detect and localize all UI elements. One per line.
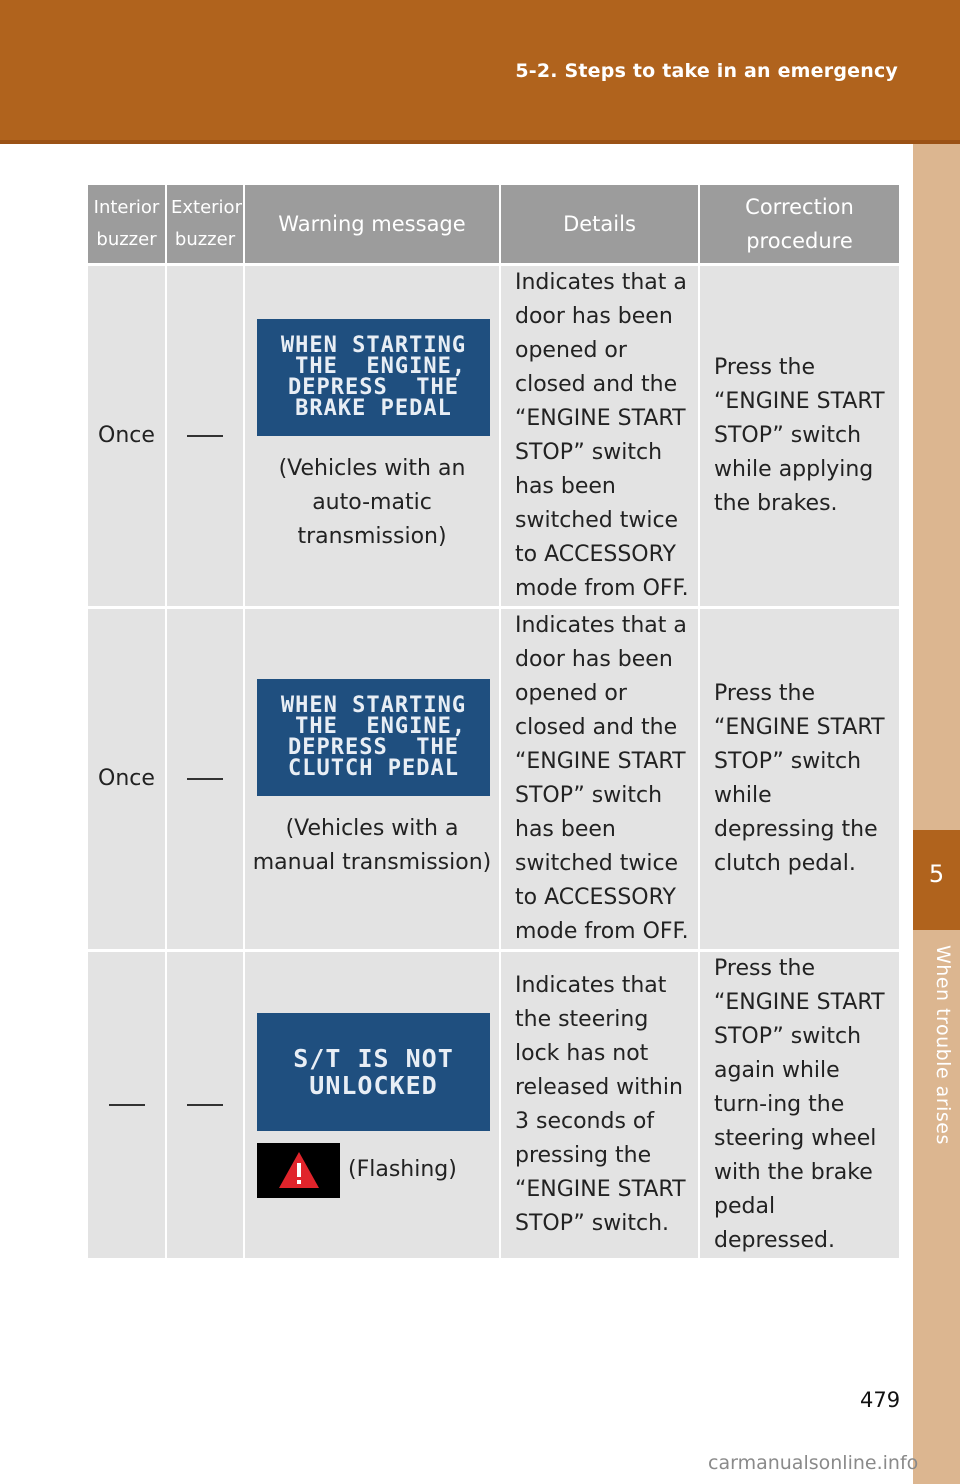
- lcd-line: DEPRESS THE: [288, 735, 459, 760]
- lcd-line: BRAKE PEDAL: [295, 396, 452, 421]
- chapter-title: When trouble arises: [932, 945, 954, 1145]
- lcd-line: THE ENGINE,: [280, 714, 467, 739]
- interior-buzzer-cell: [88, 951, 166, 1259]
- warning-table: [88, 185, 899, 1258]
- lcd-line: UNLOCKED: [309, 1070, 438, 1100]
- correction-cell: Press the “ENGINE START STOP” switch while depressing the clutch pedal.: [699, 608, 899, 951]
- lcd-display: [257, 679, 490, 796]
- section-title: 5-2. Steps to take in an emergency: [515, 60, 898, 82]
- chapter-number: 5: [928, 860, 945, 888]
- interior-buzzer-cell: Once: [88, 265, 166, 608]
- warning-message-cell: [244, 265, 500, 608]
- correction-cell: Press the “ENGINE START STOP” switch while applying the brakes.: [699, 265, 899, 608]
- lcd-line: CLUTCH PEDAL: [288, 756, 459, 781]
- col-correction-procedure: Correction procedure: [699, 185, 899, 265]
- table-header-row: [88, 185, 899, 265]
- col-exterior-buzzer: Exterior buzzer: [166, 185, 244, 265]
- lcd-line: WHEN STARTING: [280, 333, 467, 358]
- page-number: 479: [860, 1388, 901, 1412]
- col-details: Details: [500, 185, 699, 265]
- exterior-buzzer-cell: [166, 608, 244, 951]
- warning-triangle-icon: [257, 1143, 340, 1198]
- message-caption: (Vehicles with a manual transmission): [252, 815, 492, 875]
- lcd-line: DEPRESS THE: [288, 375, 459, 400]
- exterior-buzzer-cell: [166, 265, 244, 608]
- watermark: carmanualsonline.info: [708, 1452, 919, 1474]
- details-cell: Indicates that the steering lock has not released within 3 seconds of pressing the “ENGINE START STOP” switch.: [500, 951, 699, 1259]
- lcd-line: WHEN STARTING: [280, 693, 467, 718]
- dash: [187, 435, 223, 437]
- col-warning-message: Warning message: [244, 185, 500, 265]
- dash: [109, 1104, 145, 1106]
- lcd-display: [257, 1013, 490, 1131]
- flashing-label: (Flashing): [348, 1157, 457, 1182]
- lcd-line: THE ENGINE,: [280, 354, 467, 379]
- lcd-line: S/T IS NOT: [293, 1043, 454, 1073]
- lcd-display: [257, 319, 490, 436]
- details-cell: Indicates that a door has been opened or closed and the “ENGINE START STOP” switch has been switched twice to ACCESSORY mode from OFF.: [500, 608, 699, 951]
- message-caption: (Vehicles with an auto-matic transmission): [278, 455, 466, 549]
- table-row: [88, 608, 899, 951]
- header-bar: [0, 0, 960, 144]
- warning-message-cell: [244, 951, 500, 1259]
- correction-cell: Press the “ENGINE START STOP” switch again while turn-ing the steering wheel with the brake pedal depressed.: [699, 951, 899, 1259]
- col-interior-buzzer: Interior buzzer: [88, 185, 166, 265]
- table-row: [88, 951, 899, 1259]
- details-cell: Indicates that a door has been opened or closed and the “ENGINE START STOP” switch has been switched twice to ACCESSORY mode from OFF.: [500, 265, 699, 608]
- dash: [187, 1104, 223, 1106]
- exterior-buzzer-cell: [166, 951, 244, 1259]
- interior-buzzer-cell: Once: [88, 608, 166, 951]
- warning-message-cell: [244, 608, 500, 951]
- flashing-indicator: [257, 1143, 493, 1198]
- side-tab: [913, 144, 960, 1484]
- table-row: [88, 265, 899, 608]
- dash: [187, 778, 223, 780]
